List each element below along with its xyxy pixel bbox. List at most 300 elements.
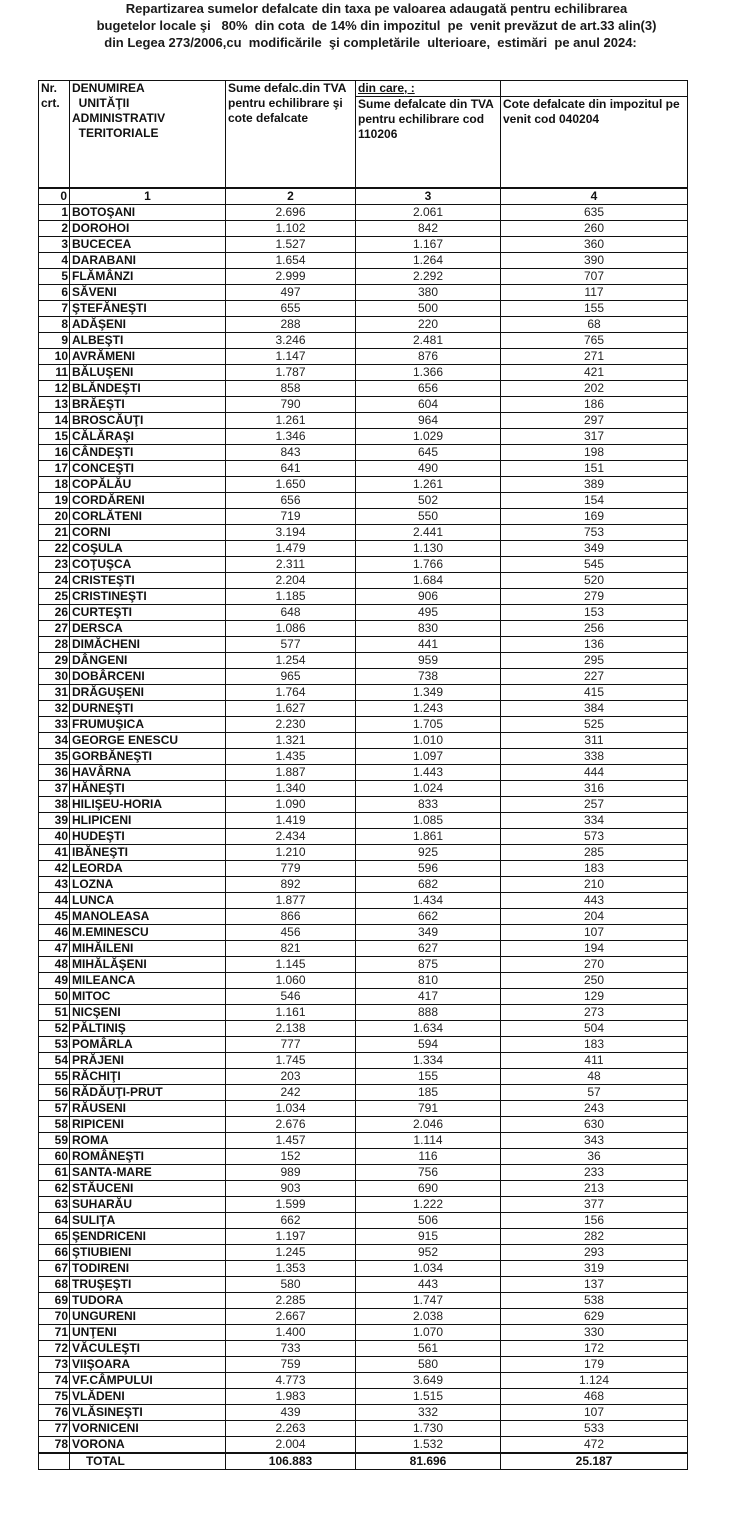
row-number: 59 bbox=[39, 1133, 70, 1149]
unit-name: DOROHOI bbox=[70, 221, 226, 237]
tva-amount: 417 bbox=[356, 989, 501, 1005]
income-tax-share: 338 bbox=[501, 749, 688, 765]
tva-amount: 550 bbox=[356, 509, 501, 525]
total-amount: 1.983 bbox=[226, 1389, 356, 1405]
row-number: 16 bbox=[39, 445, 70, 461]
row-number: 76 bbox=[39, 1405, 70, 1421]
grand-total-amount: 106.883 bbox=[226, 1453, 356, 1470]
table-row bbox=[39, 573, 688, 589]
unit-name: ALBEŞTI bbox=[70, 333, 226, 349]
total-amount: 580 bbox=[226, 1277, 356, 1293]
total-amount: 1.147 bbox=[226, 349, 356, 365]
total-amount: 2.004 bbox=[226, 1437, 356, 1454]
table-row bbox=[39, 781, 688, 797]
tva-amount: 500 bbox=[356, 301, 501, 317]
income-tax-share: 707 bbox=[501, 269, 688, 285]
income-tax-share: 156 bbox=[501, 1213, 688, 1229]
row-number: 78 bbox=[39, 1437, 70, 1454]
table-row bbox=[39, 1341, 688, 1357]
row-number: 21 bbox=[39, 525, 70, 541]
unit-name: CRISTINEŞTI bbox=[70, 589, 226, 605]
table-row bbox=[39, 1325, 688, 1341]
total-amount: 2.263 bbox=[226, 1421, 356, 1437]
total-amount: 1.321 bbox=[226, 733, 356, 749]
row-number: 10 bbox=[39, 349, 70, 365]
table-row bbox=[39, 1357, 688, 1373]
table-row bbox=[39, 1149, 688, 1165]
tva-amount: 1.024 bbox=[356, 781, 501, 797]
unit-name: PRĂJENI bbox=[70, 1053, 226, 1069]
unit-name: STĂUCENI bbox=[70, 1181, 226, 1197]
unit-name: ROMA bbox=[70, 1133, 226, 1149]
income-tax-share: 213 bbox=[501, 1181, 688, 1197]
table-row bbox=[39, 253, 688, 269]
table-row bbox=[39, 605, 688, 621]
unit-name: TODIRENI bbox=[70, 1261, 226, 1277]
tva-amount: 1.243 bbox=[356, 701, 501, 717]
income-tax-share: 279 bbox=[501, 589, 688, 605]
tva-amount: 906 bbox=[356, 589, 501, 605]
total-amount: 1.145 bbox=[226, 957, 356, 973]
total-amount: 821 bbox=[226, 941, 356, 957]
unit-name: CORNI bbox=[70, 525, 226, 541]
income-tax-share: 179 bbox=[501, 1357, 688, 1373]
index-1: 1 bbox=[70, 188, 226, 205]
total-amount: 1.346 bbox=[226, 429, 356, 445]
unit-name: AVRĂMENI bbox=[70, 349, 226, 365]
table-row bbox=[39, 397, 688, 413]
income-tax-share: 311 bbox=[501, 733, 688, 749]
tva-amount: 875 bbox=[356, 957, 501, 973]
income-tax-share: 444 bbox=[501, 765, 688, 781]
total-row bbox=[39, 1453, 688, 1470]
table-row bbox=[39, 237, 688, 253]
unit-name: IBĂNEŞTI bbox=[70, 845, 226, 861]
total-amount: 546 bbox=[226, 989, 356, 1005]
total-amount: 1.599 bbox=[226, 1197, 356, 1213]
unit-name: PĂLTINIŞ bbox=[70, 1021, 226, 1037]
unit-name: RĂCHIŢI bbox=[70, 1069, 226, 1085]
tva-amount: 1.070 bbox=[356, 1325, 501, 1341]
unit-name: MITOC bbox=[70, 989, 226, 1005]
row-number: 19 bbox=[39, 493, 70, 509]
income-tax-share: 319 bbox=[501, 1261, 688, 1277]
income-tax-share: 183 bbox=[501, 861, 688, 877]
table-row bbox=[39, 381, 688, 397]
table-row bbox=[39, 669, 688, 685]
row-number: 39 bbox=[39, 813, 70, 829]
tva-amount: 810 bbox=[356, 973, 501, 989]
table-row bbox=[39, 1021, 688, 1037]
tva-amount: 1.034 bbox=[356, 1261, 501, 1277]
tva-amount: 220 bbox=[356, 317, 501, 333]
table-row bbox=[39, 461, 688, 477]
tva-amount: 1.443 bbox=[356, 765, 501, 781]
table-row bbox=[39, 1133, 688, 1149]
income-tax-share: 155 bbox=[501, 301, 688, 317]
income-tax-share: 293 bbox=[501, 1245, 688, 1261]
table-row bbox=[39, 861, 688, 877]
header-col3: Sume defalcate din TVA pentru echilibrare cod 110206 bbox=[356, 97, 501, 189]
total-amount: 656 bbox=[226, 493, 356, 509]
table-row bbox=[39, 1053, 688, 1069]
table-row bbox=[39, 541, 688, 557]
unit-name: ŞTIUBIENI bbox=[70, 1245, 226, 1261]
row-number: 65 bbox=[39, 1229, 70, 1245]
tva-amount: 1.766 bbox=[356, 557, 501, 573]
income-tax-share: 57 bbox=[501, 1085, 688, 1101]
tva-amount: 738 bbox=[356, 669, 501, 685]
income-tax-share: 316 bbox=[501, 781, 688, 797]
tva-amount: 443 bbox=[356, 1277, 501, 1293]
row-number: 41 bbox=[39, 845, 70, 861]
row-number: 37 bbox=[39, 781, 70, 797]
income-tax-share: 271 bbox=[501, 349, 688, 365]
table-row bbox=[39, 317, 688, 333]
tva-amount: 952 bbox=[356, 1245, 501, 1261]
total-label: TOTAL bbox=[70, 1453, 226, 1470]
tva-amount: 594 bbox=[356, 1037, 501, 1053]
row-number: 52 bbox=[39, 1021, 70, 1037]
unit-name: ŞENDRICENI bbox=[70, 1229, 226, 1245]
total-amount: 843 bbox=[226, 445, 356, 461]
unit-name: MANOLEASA bbox=[70, 909, 226, 925]
table-row bbox=[39, 765, 688, 781]
table-row bbox=[39, 589, 688, 605]
total-amount: 965 bbox=[226, 669, 356, 685]
total-amount: 866 bbox=[226, 909, 356, 925]
income-tax-share: 198 bbox=[501, 445, 688, 461]
row-number: 13 bbox=[39, 397, 70, 413]
table-row bbox=[39, 429, 688, 445]
total-amount: 1.185 bbox=[226, 589, 356, 605]
income-tax-share: 260 bbox=[501, 221, 688, 237]
total-amount: 577 bbox=[226, 637, 356, 653]
row-number: 32 bbox=[39, 701, 70, 717]
table-row bbox=[39, 365, 688, 381]
header-row-1 bbox=[39, 81, 688, 97]
income-tax-share: 227 bbox=[501, 669, 688, 685]
row-number: 12 bbox=[39, 381, 70, 397]
header-nr-crt: Nr. crt. bbox=[39, 81, 70, 189]
column-index-row bbox=[39, 188, 688, 205]
tva-amount: 2.292 bbox=[356, 269, 501, 285]
tva-amount: 495 bbox=[356, 605, 501, 621]
unit-name: HUDEŞTI bbox=[70, 829, 226, 845]
row-number: 8 bbox=[39, 317, 70, 333]
total-amount: 733 bbox=[226, 1341, 356, 1357]
row-number: 34 bbox=[39, 733, 70, 749]
income-tax-share: 330 bbox=[501, 1325, 688, 1341]
row-number: 22 bbox=[39, 541, 70, 557]
unit-name: BRĂEŞTI bbox=[70, 397, 226, 413]
table-row bbox=[39, 877, 688, 893]
table-row bbox=[39, 1421, 688, 1437]
income-tax-share: 250 bbox=[501, 973, 688, 989]
total-amount: 1.654 bbox=[226, 253, 356, 269]
income-tax-share: 573 bbox=[501, 829, 688, 845]
table-row bbox=[39, 557, 688, 573]
title-line-3: din Legea 273/2006,cu modificările şi completările ulterioare, estimări pe anul 2024: bbox=[104, 35, 637, 50]
row-number: 25 bbox=[39, 589, 70, 605]
income-tax-share: 194 bbox=[501, 941, 688, 957]
row-number: 49 bbox=[39, 973, 70, 989]
total-amount: 1.745 bbox=[226, 1053, 356, 1069]
total-amount: 1.650 bbox=[226, 477, 356, 493]
table-row bbox=[39, 1373, 688, 1389]
row-number: 66 bbox=[39, 1245, 70, 1261]
table-row bbox=[39, 285, 688, 301]
unit-name: POMÂRLA bbox=[70, 1037, 226, 1053]
tva-amount: 1.861 bbox=[356, 829, 501, 845]
table-row bbox=[39, 797, 688, 813]
tva-amount: 3.649 bbox=[356, 1373, 501, 1389]
total-amount: 1.787 bbox=[226, 365, 356, 381]
row-number: 64 bbox=[39, 1213, 70, 1229]
row-number: 43 bbox=[39, 877, 70, 893]
total-amount: 1.887 bbox=[226, 765, 356, 781]
table-row bbox=[39, 1117, 688, 1133]
unit-name: DURNEŞTI bbox=[70, 701, 226, 717]
income-tax-share: 390 bbox=[501, 253, 688, 269]
row-number: 48 bbox=[39, 957, 70, 973]
table-row bbox=[39, 1181, 688, 1197]
income-tax-share: 48 bbox=[501, 1069, 688, 1085]
row-number: 23 bbox=[39, 557, 70, 573]
row-number: 20 bbox=[39, 509, 70, 525]
unit-name: COŢUŞCA bbox=[70, 557, 226, 573]
unit-name: VLĂDENI bbox=[70, 1389, 226, 1405]
tva-amount: 1.434 bbox=[356, 893, 501, 909]
row-number: 58 bbox=[39, 1117, 70, 1133]
income-tax-share: 384 bbox=[501, 701, 688, 717]
table-row bbox=[39, 957, 688, 973]
tva-amount: 1.634 bbox=[356, 1021, 501, 1037]
unit-name: RIPICENI bbox=[70, 1117, 226, 1133]
income-tax-share: 136 bbox=[501, 637, 688, 653]
income-tax-share: 295 bbox=[501, 653, 688, 669]
total-amount: 1.161 bbox=[226, 1005, 356, 1021]
tva-amount: 830 bbox=[356, 621, 501, 637]
income-tax-share: 630 bbox=[501, 1117, 688, 1133]
income-tax-share: 154 bbox=[501, 493, 688, 509]
unit-name: M.EMINESCU bbox=[70, 925, 226, 941]
total-amount: 1.086 bbox=[226, 621, 356, 637]
unit-name: CRISTEŞTI bbox=[70, 573, 226, 589]
unit-name: VIIŞOARA bbox=[70, 1357, 226, 1373]
total-amount: 3.194 bbox=[226, 525, 356, 541]
tva-amount: 441 bbox=[356, 637, 501, 653]
total-amount: 2.676 bbox=[226, 1117, 356, 1133]
total-amount: 1.060 bbox=[226, 973, 356, 989]
unit-name: CORDĂRENI bbox=[70, 493, 226, 509]
tva-amount: 1.010 bbox=[356, 733, 501, 749]
header-name: DENUMIREA UNITĂŢII ADMINISTRATIV TERITORIALE bbox=[70, 81, 226, 189]
unit-name: HAVÂRNA bbox=[70, 765, 226, 781]
table-row bbox=[39, 653, 688, 669]
total-amount: 2.696 bbox=[226, 205, 356, 221]
total-nr-blank bbox=[39, 1453, 70, 1470]
tva-amount: 876 bbox=[356, 349, 501, 365]
total-amount: 1.627 bbox=[226, 701, 356, 717]
income-tax-share: 525 bbox=[501, 717, 688, 733]
unit-name: MILEANCA bbox=[70, 973, 226, 989]
tva-amount: 2.481 bbox=[356, 333, 501, 349]
income-tax-share: 285 bbox=[501, 845, 688, 861]
income-tax-share: 183 bbox=[501, 1037, 688, 1053]
tva-amount: 1.029 bbox=[356, 429, 501, 445]
total-amount: 655 bbox=[226, 301, 356, 317]
unit-name: BUCECEA bbox=[70, 237, 226, 253]
tva-amount: 1.515 bbox=[356, 1389, 501, 1405]
tva-amount: 915 bbox=[356, 1229, 501, 1245]
total-amount: 1.254 bbox=[226, 653, 356, 669]
unit-name: ADĂŞENI bbox=[70, 317, 226, 333]
tva-amount: 1.366 bbox=[356, 365, 501, 381]
income-tax-share: 233 bbox=[501, 1165, 688, 1181]
unit-name: ŞTEFĂNEŞTI bbox=[70, 301, 226, 317]
table-row bbox=[39, 1165, 688, 1181]
grand-total-tva: 81.696 bbox=[356, 1453, 501, 1470]
unit-name: VORONA bbox=[70, 1437, 226, 1454]
row-number: 27 bbox=[39, 621, 70, 637]
tva-amount: 116 bbox=[356, 1149, 501, 1165]
total-amount: 1.245 bbox=[226, 1245, 356, 1261]
tva-amount: 580 bbox=[356, 1357, 501, 1373]
table-row bbox=[39, 205, 688, 221]
total-amount: 2.667 bbox=[226, 1309, 356, 1325]
unit-name: VORNICENI bbox=[70, 1421, 226, 1437]
row-number: 6 bbox=[39, 285, 70, 301]
tva-amount: 645 bbox=[356, 445, 501, 461]
unit-name: COPĂLĂU bbox=[70, 477, 226, 493]
tva-amount: 1.349 bbox=[356, 685, 501, 701]
total-amount: 777 bbox=[226, 1037, 356, 1053]
row-number: 63 bbox=[39, 1197, 70, 1213]
table-row bbox=[39, 509, 688, 525]
row-number: 4 bbox=[39, 253, 70, 269]
tva-amount: 791 bbox=[356, 1101, 501, 1117]
income-tax-share: 343 bbox=[501, 1133, 688, 1149]
tva-amount: 506 bbox=[356, 1213, 501, 1229]
total-amount: 288 bbox=[226, 317, 356, 333]
total-amount: 2.204 bbox=[226, 573, 356, 589]
total-amount: 1.479 bbox=[226, 541, 356, 557]
tva-amount: 1.097 bbox=[356, 749, 501, 765]
income-tax-share: 443 bbox=[501, 893, 688, 909]
unit-name: DIMĂCHENI bbox=[70, 637, 226, 653]
tva-amount: 349 bbox=[356, 925, 501, 941]
row-number: 68 bbox=[39, 1277, 70, 1293]
unit-name: SUHARĂU bbox=[70, 1197, 226, 1213]
unit-name: CÂNDEŞTI bbox=[70, 445, 226, 461]
table-row bbox=[39, 445, 688, 461]
row-number: 44 bbox=[39, 893, 70, 909]
tva-amount: 682 bbox=[356, 877, 501, 893]
income-tax-share: 172 bbox=[501, 1341, 688, 1357]
unit-name: ROMÂNEŞTI bbox=[70, 1149, 226, 1165]
unit-name: BLĂNDEŞTI bbox=[70, 381, 226, 397]
table-row bbox=[39, 973, 688, 989]
total-amount: 2.138 bbox=[226, 1021, 356, 1037]
tva-amount: 561 bbox=[356, 1341, 501, 1357]
row-number: 1 bbox=[39, 205, 70, 221]
total-amount: 439 bbox=[226, 1405, 356, 1421]
unit-name: CURTEŞTI bbox=[70, 605, 226, 621]
total-amount: 242 bbox=[226, 1085, 356, 1101]
row-number: 5 bbox=[39, 269, 70, 285]
unit-name: FRUMUŞICA bbox=[70, 717, 226, 733]
tva-amount: 925 bbox=[356, 845, 501, 861]
unit-name: DRĂGUŞENI bbox=[70, 685, 226, 701]
table-row bbox=[39, 1405, 688, 1421]
index-2: 2 bbox=[226, 188, 356, 205]
table-row bbox=[39, 941, 688, 957]
total-amount: 719 bbox=[226, 509, 356, 525]
total-amount: 497 bbox=[226, 285, 356, 301]
table-row bbox=[39, 1309, 688, 1325]
income-tax-share: 765 bbox=[501, 333, 688, 349]
unit-name: TUDORA bbox=[70, 1293, 226, 1309]
total-amount: 1.197 bbox=[226, 1229, 356, 1245]
grand-total-income-tax: 25.187 bbox=[501, 1453, 688, 1470]
unit-name: LOZNA bbox=[70, 877, 226, 893]
total-amount: 203 bbox=[226, 1069, 356, 1085]
row-number: 9 bbox=[39, 333, 70, 349]
table-row bbox=[39, 1277, 688, 1293]
unit-name: RĂDĂUŢI-PRUT bbox=[70, 1085, 226, 1101]
row-number: 50 bbox=[39, 989, 70, 1005]
row-number: 14 bbox=[39, 413, 70, 429]
row-number: 17 bbox=[39, 461, 70, 477]
unit-name: DERSCA bbox=[70, 621, 226, 637]
table-row bbox=[39, 1229, 688, 1245]
total-amount: 1.210 bbox=[226, 845, 356, 861]
tva-amount: 959 bbox=[356, 653, 501, 669]
unit-name: HĂNEŞTI bbox=[70, 781, 226, 797]
income-tax-share: 273 bbox=[501, 1005, 688, 1021]
income-tax-share: 389 bbox=[501, 477, 688, 493]
tva-amount: 502 bbox=[356, 493, 501, 509]
income-tax-share: 282 bbox=[501, 1229, 688, 1245]
total-amount: 779 bbox=[226, 861, 356, 877]
total-amount: 1.527 bbox=[226, 237, 356, 253]
tva-amount: 490 bbox=[356, 461, 501, 477]
row-number: 35 bbox=[39, 749, 70, 765]
unit-name: VLĂSINEŞTI bbox=[70, 1405, 226, 1421]
income-tax-share: 151 bbox=[501, 461, 688, 477]
tva-amount: 1.730 bbox=[356, 1421, 501, 1437]
tva-amount: 1.130 bbox=[356, 541, 501, 557]
table-row bbox=[39, 717, 688, 733]
total-amount: 641 bbox=[226, 461, 356, 477]
row-number: 51 bbox=[39, 1005, 70, 1021]
header-col2: Sume defalc.din TVA pentru echilibrare şi cote defalcate bbox=[226, 81, 356, 189]
total-amount: 1.457 bbox=[226, 1133, 356, 1149]
total-amount: 4.773 bbox=[226, 1373, 356, 1389]
unit-name: VĂCULEŞTI bbox=[70, 1341, 226, 1357]
row-number: 53 bbox=[39, 1037, 70, 1053]
row-number: 30 bbox=[39, 669, 70, 685]
unit-name: BROSCĂUŢI bbox=[70, 413, 226, 429]
total-amount: 2.434 bbox=[226, 829, 356, 845]
unit-name: GORBĂNEŞTI bbox=[70, 749, 226, 765]
table-row bbox=[39, 1037, 688, 1053]
row-number: 15 bbox=[39, 429, 70, 445]
total-amount: 892 bbox=[226, 877, 356, 893]
index-4: 4 bbox=[501, 188, 688, 205]
unit-name: DÂNGENI bbox=[70, 653, 226, 669]
